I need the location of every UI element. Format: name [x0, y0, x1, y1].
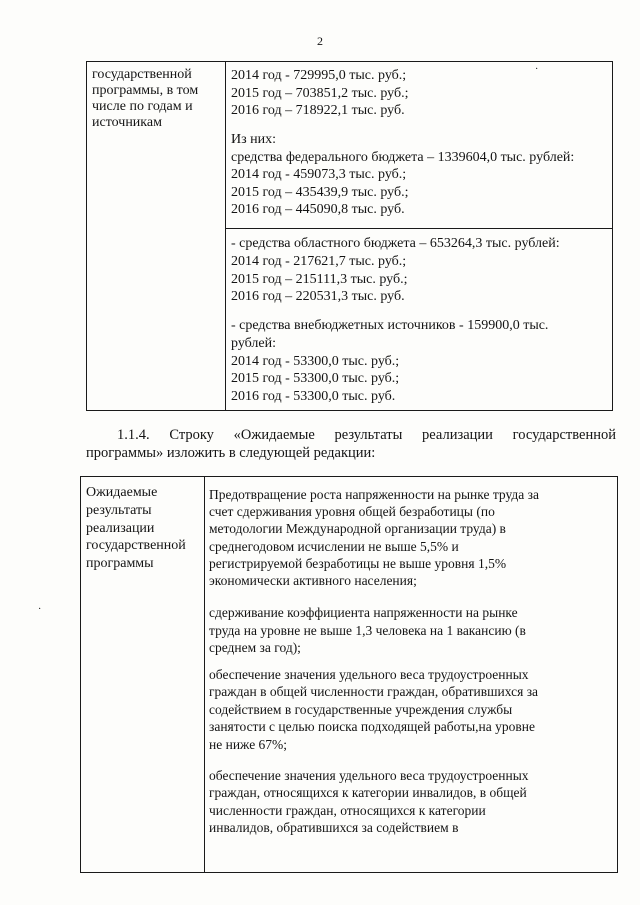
- table2-left-line: государственной: [86, 538, 186, 554]
- table1-extrabudget-cell: [231, 317, 609, 406]
- table1-bottom-border: [86, 410, 613, 411]
- table2-line: среднем за год);: [209, 640, 301, 656]
- table2-left-line: Ожидаемые: [86, 485, 158, 500]
- amendment-paragraph: [86, 426, 616, 462]
- table1-row-divider: [226, 228, 613, 229]
- table2-line: занятости с целью поиска подходящей работы,на уровне: [209, 719, 535, 735]
- table2-line: труда на уровне не выше 1,3 человека на 1 вакансию (в: [209, 622, 526, 638]
- table2-left-line: результаты: [86, 502, 152, 518]
- table1-line: 2015 год - 53300,0 тыс. руб.;: [231, 371, 400, 387]
- table1-line: - средства областного бюджета – 653264,3 тыс. рублей:: [231, 236, 560, 251]
- table2-left-line: реализации: [86, 520, 155, 536]
- table2-line: счет сдерживания уровня общей безработицы (по: [209, 504, 495, 520]
- table2-block-unemployment: [209, 486, 614, 589]
- table2-left-cell: [86, 484, 202, 573]
- table1-line: 2014 год - 53300,0 тыс. руб.;: [231, 353, 400, 369]
- table2-line: сдерживание коэффициента напряженности на рынке: [209, 605, 518, 620]
- table1-line: средства федерального бюджета – 1339604,0 тыс. рублей:: [231, 149, 575, 165]
- table1-right-border: [612, 61, 613, 411]
- table2-line: методологии Международной организации труда) в: [209, 521, 506, 537]
- scan-speck: ·: [38, 604, 42, 615]
- table1-line: 2016 год - 53300,0 тыс. руб.: [231, 389, 396, 405]
- table2-line: среднегодовом исчислении не выше 5,5% и: [209, 538, 459, 554]
- table2-top-border: [80, 476, 618, 477]
- table1-left-line: числе по годам и: [92, 99, 193, 114]
- table1-regional-cell: [231, 235, 609, 306]
- table1-total-cell: [231, 67, 609, 120]
- table2-line: граждан в общей численности граждан, обратившихся за: [209, 684, 539, 700]
- table2-line: Предотвращение роста напряженности на рынке труда за: [209, 487, 539, 502]
- table1-line: 2015 год – 435439,9 тыс. руб.;: [231, 184, 409, 200]
- table1-top-border: [86, 61, 613, 62]
- table1-column-divider: [225, 61, 226, 411]
- table1-left-line: программы, в том: [92, 83, 199, 98]
- scan-speck: ·: [535, 64, 539, 75]
- table1-federal-cell: [231, 131, 609, 219]
- table2-line: не ниже 67%;: [209, 736, 288, 752]
- page-number: 2: [317, 34, 323, 48]
- table2-line: граждан, относящихся к категории инвалидов, в общей: [209, 785, 527, 801]
- table1-line: 2014 год - 459073,3 тыс. руб.;: [231, 167, 407, 183]
- table2-block-tension: [209, 604, 614, 657]
- table1-line: 2016 год – 718922,1 тыс. руб.: [231, 103, 405, 119]
- table1-line: 2016 год – 445090,8 тыс. руб.: [231, 202, 405, 218]
- table1-line: 2015 год – 215111,3 тыс. руб.;: [231, 271, 408, 287]
- paragraph-line: 1.1.4. Строку «Ожидаемые результаты реализации государственной: [117, 427, 616, 443]
- table2-line: инвалидов, обратившихся за содействием в: [209, 820, 459, 836]
- table1-line: 2014 год - 217621,7 тыс. руб.;: [231, 253, 407, 269]
- table2-left-border: [80, 476, 81, 873]
- table2-left-line: программы: [86, 556, 154, 572]
- table2-line: содействием в государственные учреждения службы: [209, 701, 513, 717]
- table2-column-divider: [204, 476, 205, 873]
- table1-line: Из них:: [231, 132, 277, 147]
- table2-line: экономически активного населения;: [209, 573, 417, 589]
- table1-line: 2016 год – 220531,3 тыс. руб.: [231, 289, 405, 305]
- table1-left-border: [86, 61, 87, 411]
- table2-block-disabled-employment: [209, 767, 614, 837]
- table2-bottom-border: [80, 872, 618, 873]
- table2-line: численности граждан, относящихся к категории: [209, 802, 486, 818]
- table1-left-line: государственной: [92, 67, 192, 82]
- table1-left-line: источникам: [92, 115, 162, 130]
- table2-right-border: [617, 476, 618, 873]
- table2-line: обеспечение значения удельного веса трудоустроенных: [209, 667, 529, 682]
- table2-block-employment-share: [209, 666, 614, 753]
- paragraph-line: программы» изложить в следующей редакции:: [86, 445, 376, 461]
- table1-line: - средства внебюджетных источников - 159900,0 тыс.: [231, 318, 549, 333]
- table1-line: рублей:: [231, 335, 276, 351]
- table1-line: 2015 год – 703851,2 тыс. руб.;: [231, 85, 409, 101]
- table1-line: 2014 год - 729995,0 тыс. руб.;: [231, 68, 407, 83]
- table1-left-cell: [92, 67, 222, 131]
- table2-line: регистрируемой безработицы не выше уровня 1,5%: [209, 555, 507, 571]
- table2-line: обеспечение значения удельного веса трудоустроенных: [209, 768, 529, 783]
